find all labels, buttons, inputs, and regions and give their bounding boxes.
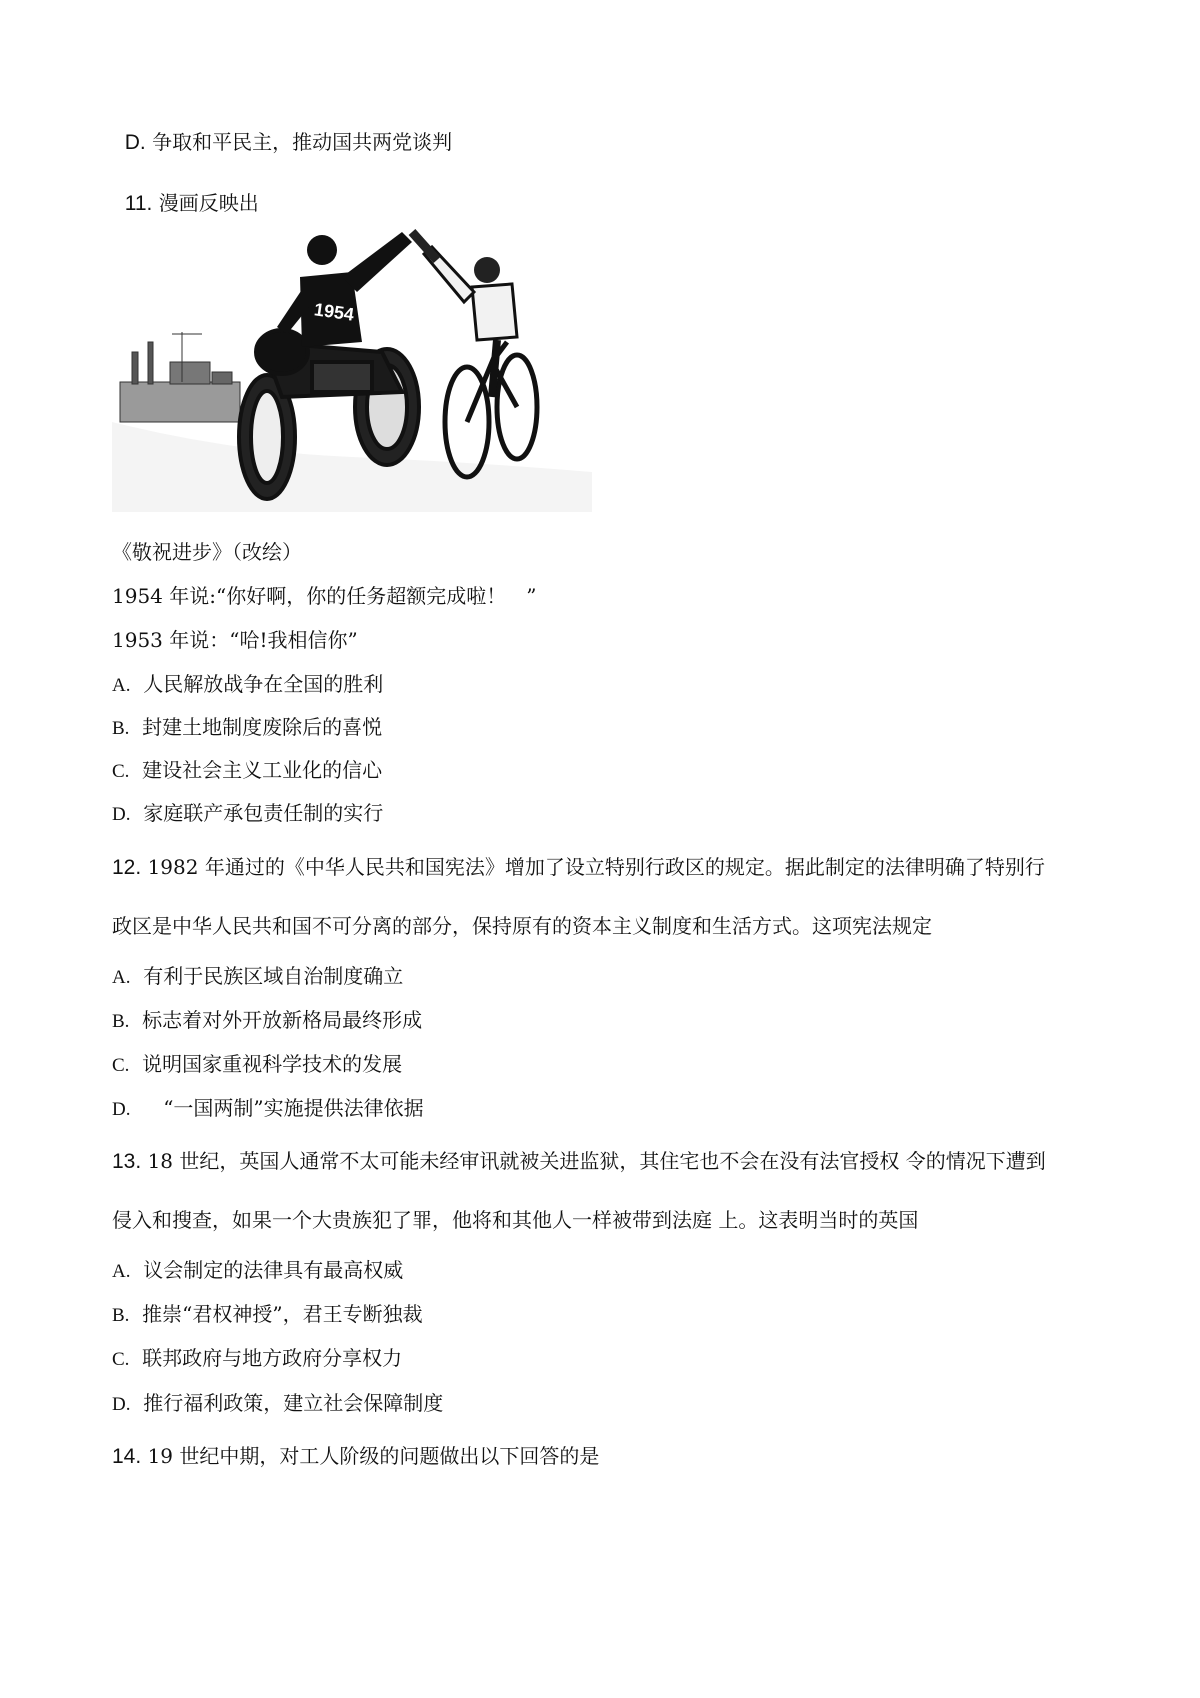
option-letter: C.: [112, 761, 130, 782]
bicycle-icon: [445, 342, 537, 477]
option-text: “一国两制”实施提供法律依据: [143, 1096, 424, 1120]
option-text: 建设社会主义工业化的信心: [142, 758, 383, 782]
q11-option-c: [112, 760, 382, 781]
option-letter: D.: [112, 1099, 131, 1120]
q12-option-b: [112, 1010, 422, 1031]
question-text: 漫画反映出: [158, 191, 259, 215]
q11-stem: [112, 173, 259, 214]
option-text: 标志着对外开放新格局最终形成: [142, 1008, 423, 1032]
option-letter: D.: [124, 131, 146, 154]
option-letter: D.: [112, 1394, 131, 1415]
option-letter: A.: [112, 967, 131, 988]
q13-option-c: [112, 1348, 402, 1369]
option-letter: A.: [112, 1261, 131, 1282]
option-text: 议会制定的法律具有最高权威: [143, 1258, 404, 1282]
q11-quote-1953: 1953 年说：“哈!我相信你”: [112, 628, 358, 652]
option-text: 争取和平民主，推动国共两党谈判: [152, 130, 453, 154]
option-letter: C.: [112, 1055, 130, 1076]
question-text: 18 世纪，英国人通常不太可能未经审讯就被关进监狱，其住宅也不会在没有法官授权 令的情况下遭到: [147, 1149, 1046, 1173]
cartoon-image: [112, 222, 592, 512]
question-text: 1982 年通过的《中华人民共和国宪法》增加了设立特别行政区的规定。据此制定的法律明确了特别行: [147, 855, 1045, 879]
question-text: 19 世纪中期，对工人阶级的问题做出以下回答的是: [147, 1444, 600, 1468]
option-letter: D.: [112, 804, 131, 825]
jersey-number: 1954: [312, 299, 356, 325]
option-text: 封建土地制度废除后的喜悦: [142, 715, 383, 739]
option-text: 说明国家重视科学技术的发展: [142, 1052, 403, 1076]
question-number: 12.: [112, 856, 142, 879]
q12-option-a: [112, 966, 403, 987]
option-letter: B.: [112, 1011, 130, 1032]
q13-option-a: [112, 1260, 403, 1281]
q11-option-d: [112, 803, 383, 824]
question-number: 11.: [124, 192, 153, 215]
option-letter: A.: [112, 675, 131, 696]
question-number: 13.: [112, 1150, 142, 1173]
q11-option-a: [112, 674, 383, 695]
option-letter: C.: [112, 1349, 130, 1370]
q14-stem: [112, 1446, 599, 1467]
q12-option-c: [112, 1054, 402, 1075]
q12-stem-line-2: 政区是中华人民共和国不可分离的部分，保持原有的资本主义制度和生活方式。这项宪法规定: [112, 914, 932, 938]
q11-option-b: [112, 717, 382, 738]
q13-option-d: [112, 1393, 443, 1414]
option-text: 推行福利政策，建立社会保障制度: [143, 1391, 444, 1415]
q11-caption: 《敬祝进步》（改绘）: [112, 540, 302, 564]
q12-option-d: [112, 1098, 424, 1119]
option-letter: B.: [112, 1305, 130, 1326]
q13-stem-line-1: [112, 1151, 1046, 1172]
q10-option-d: [112, 112, 452, 153]
rider-1954: [277, 232, 412, 347]
option-text: 联邦政府与地方政府分享权力: [142, 1346, 403, 1370]
option-text: 人民解放战争在全国的胜利: [143, 672, 384, 696]
q13-stem-line-2: 侵入和搜查，如果一个大贵族犯了罪，他将和其他人一样被带到法庭 上。这表明当时的英国: [112, 1208, 919, 1232]
factory-background: [120, 332, 240, 422]
q13-option-b: [112, 1304, 423, 1325]
q11-quote-1954: 1954 年说:“你好啊，你的任务超额完成啦！ ”: [112, 584, 537, 608]
option-text: 推崇“君权神授”，君王专断独裁: [142, 1302, 423, 1326]
question-number: 14.: [112, 1445, 142, 1468]
option-letter: B.: [112, 718, 130, 739]
option-text: 家庭联产承包责任制的实行: [143, 801, 384, 825]
q12-stem-line-1: [112, 857, 1045, 878]
option-text: 有利于民族区域自治制度确立: [143, 964, 404, 988]
